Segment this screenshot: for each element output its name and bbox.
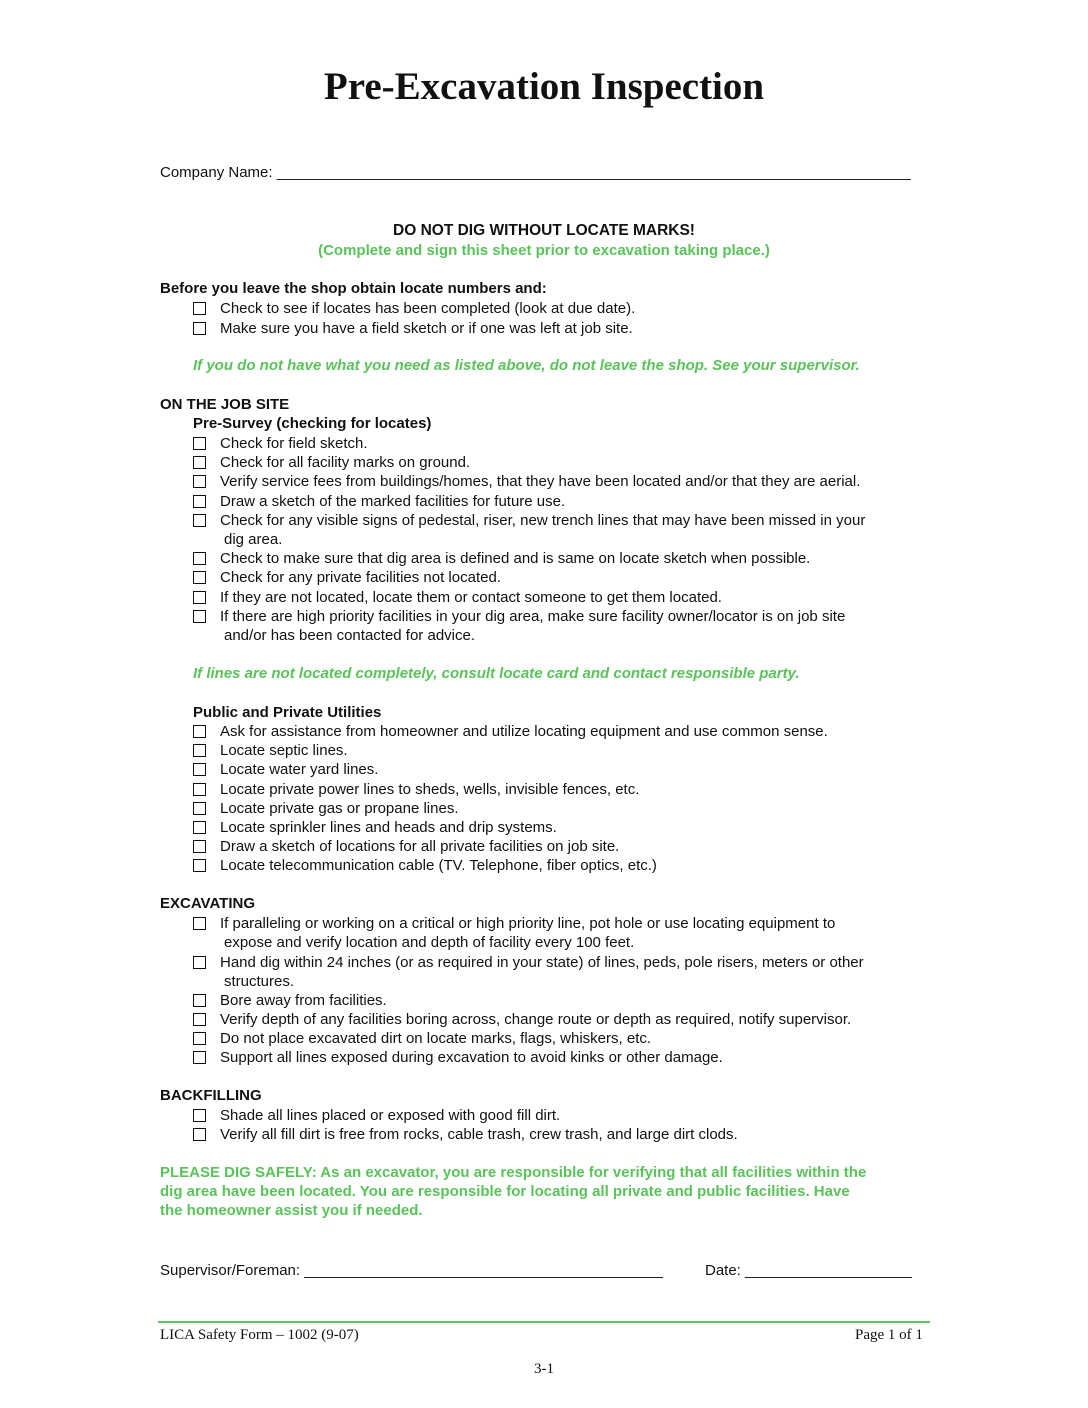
checkbox[interactable] [193, 763, 206, 776]
checkbox[interactable] [193, 783, 206, 796]
footer-divider [158, 1321, 930, 1323]
checkbox[interactable] [193, 1109, 206, 1122]
warning-heading: DO NOT DIG WITHOUT LOCATE MARKS! [393, 222, 695, 239]
checkbox[interactable] [193, 956, 206, 969]
checkbox[interactable] [193, 1128, 206, 1141]
checkbox[interactable] [193, 571, 206, 584]
page-title: Pre-Excavation Inspection [323, 65, 765, 108]
checkbox[interactable] [193, 552, 206, 565]
checkbox[interactable] [193, 821, 206, 834]
checkbox[interactable] [193, 994, 206, 1007]
date-field[interactable]: Date: ____________________ [705, 1262, 912, 1279]
warning-subheading: (Complete and sign this sheet prior to excavation taking place.) [318, 242, 770, 259]
job-site-note: If lines are not located completely, consult locate card and contact responsible party. [193, 665, 800, 682]
safety-note-line: PLEASE DIG SAFELY: As an excavator, you are responsible for verifying that all facilities within the [160, 1164, 867, 1181]
checkbox[interactable] [193, 591, 206, 604]
before-shop-note: If you do not have what you need as listed above, do not leave the shop. See your supervisor. [193, 357, 860, 374]
form-id: LICA Safety Form – 1002 (9-07) [160, 1327, 359, 1343]
checkbox[interactable] [193, 302, 206, 315]
backfilling-heading: BACKFILLING [160, 1087, 262, 1104]
checkbox[interactable] [193, 917, 206, 930]
page-indicator: Page 1 of 1 [855, 1327, 923, 1343]
job-site-heading: ON THE JOB SITE [160, 396, 290, 413]
checkbox[interactable] [193, 322, 206, 335]
page-number: 3-1 [534, 1361, 554, 1377]
checkbox[interactable] [193, 725, 206, 738]
checkbox[interactable] [193, 802, 206, 815]
safety-note-line: the homeowner assist you if needed. [160, 1202, 423, 1219]
checkbox[interactable] [193, 495, 206, 508]
checkbox[interactable] [193, 437, 206, 450]
safety-note-line: dig area have been located. You are responsible for locating all private and public facilities. Have [160, 1183, 850, 1200]
checkbox[interactable] [193, 859, 206, 872]
excavating-heading: EXCAVATING [160, 895, 256, 912]
supervisor-signature-field[interactable]: Supervisor/Foreman: ___________________________________________ [160, 1262, 663, 1279]
checkbox[interactable] [193, 475, 206, 488]
company-name-field[interactable]: Company Name: ____________________________________________________________________________ [160, 164, 911, 181]
before-shop-heading: Before you leave the shop obtain locate numbers and: [160, 280, 547, 297]
checkbox[interactable] [193, 610, 206, 623]
checkbox[interactable] [193, 1051, 206, 1064]
checkbox[interactable] [193, 1013, 206, 1026]
presurvey-heading: Pre-Survey (checking for locates) [193, 415, 432, 432]
checkbox[interactable] [193, 840, 206, 853]
checkbox[interactable] [193, 1032, 206, 1045]
checkbox[interactable] [193, 514, 206, 527]
checkbox[interactable] [193, 744, 206, 757]
checkbox[interactable] [193, 456, 206, 469]
utilities-heading: Public and Private Utilities [193, 704, 382, 721]
